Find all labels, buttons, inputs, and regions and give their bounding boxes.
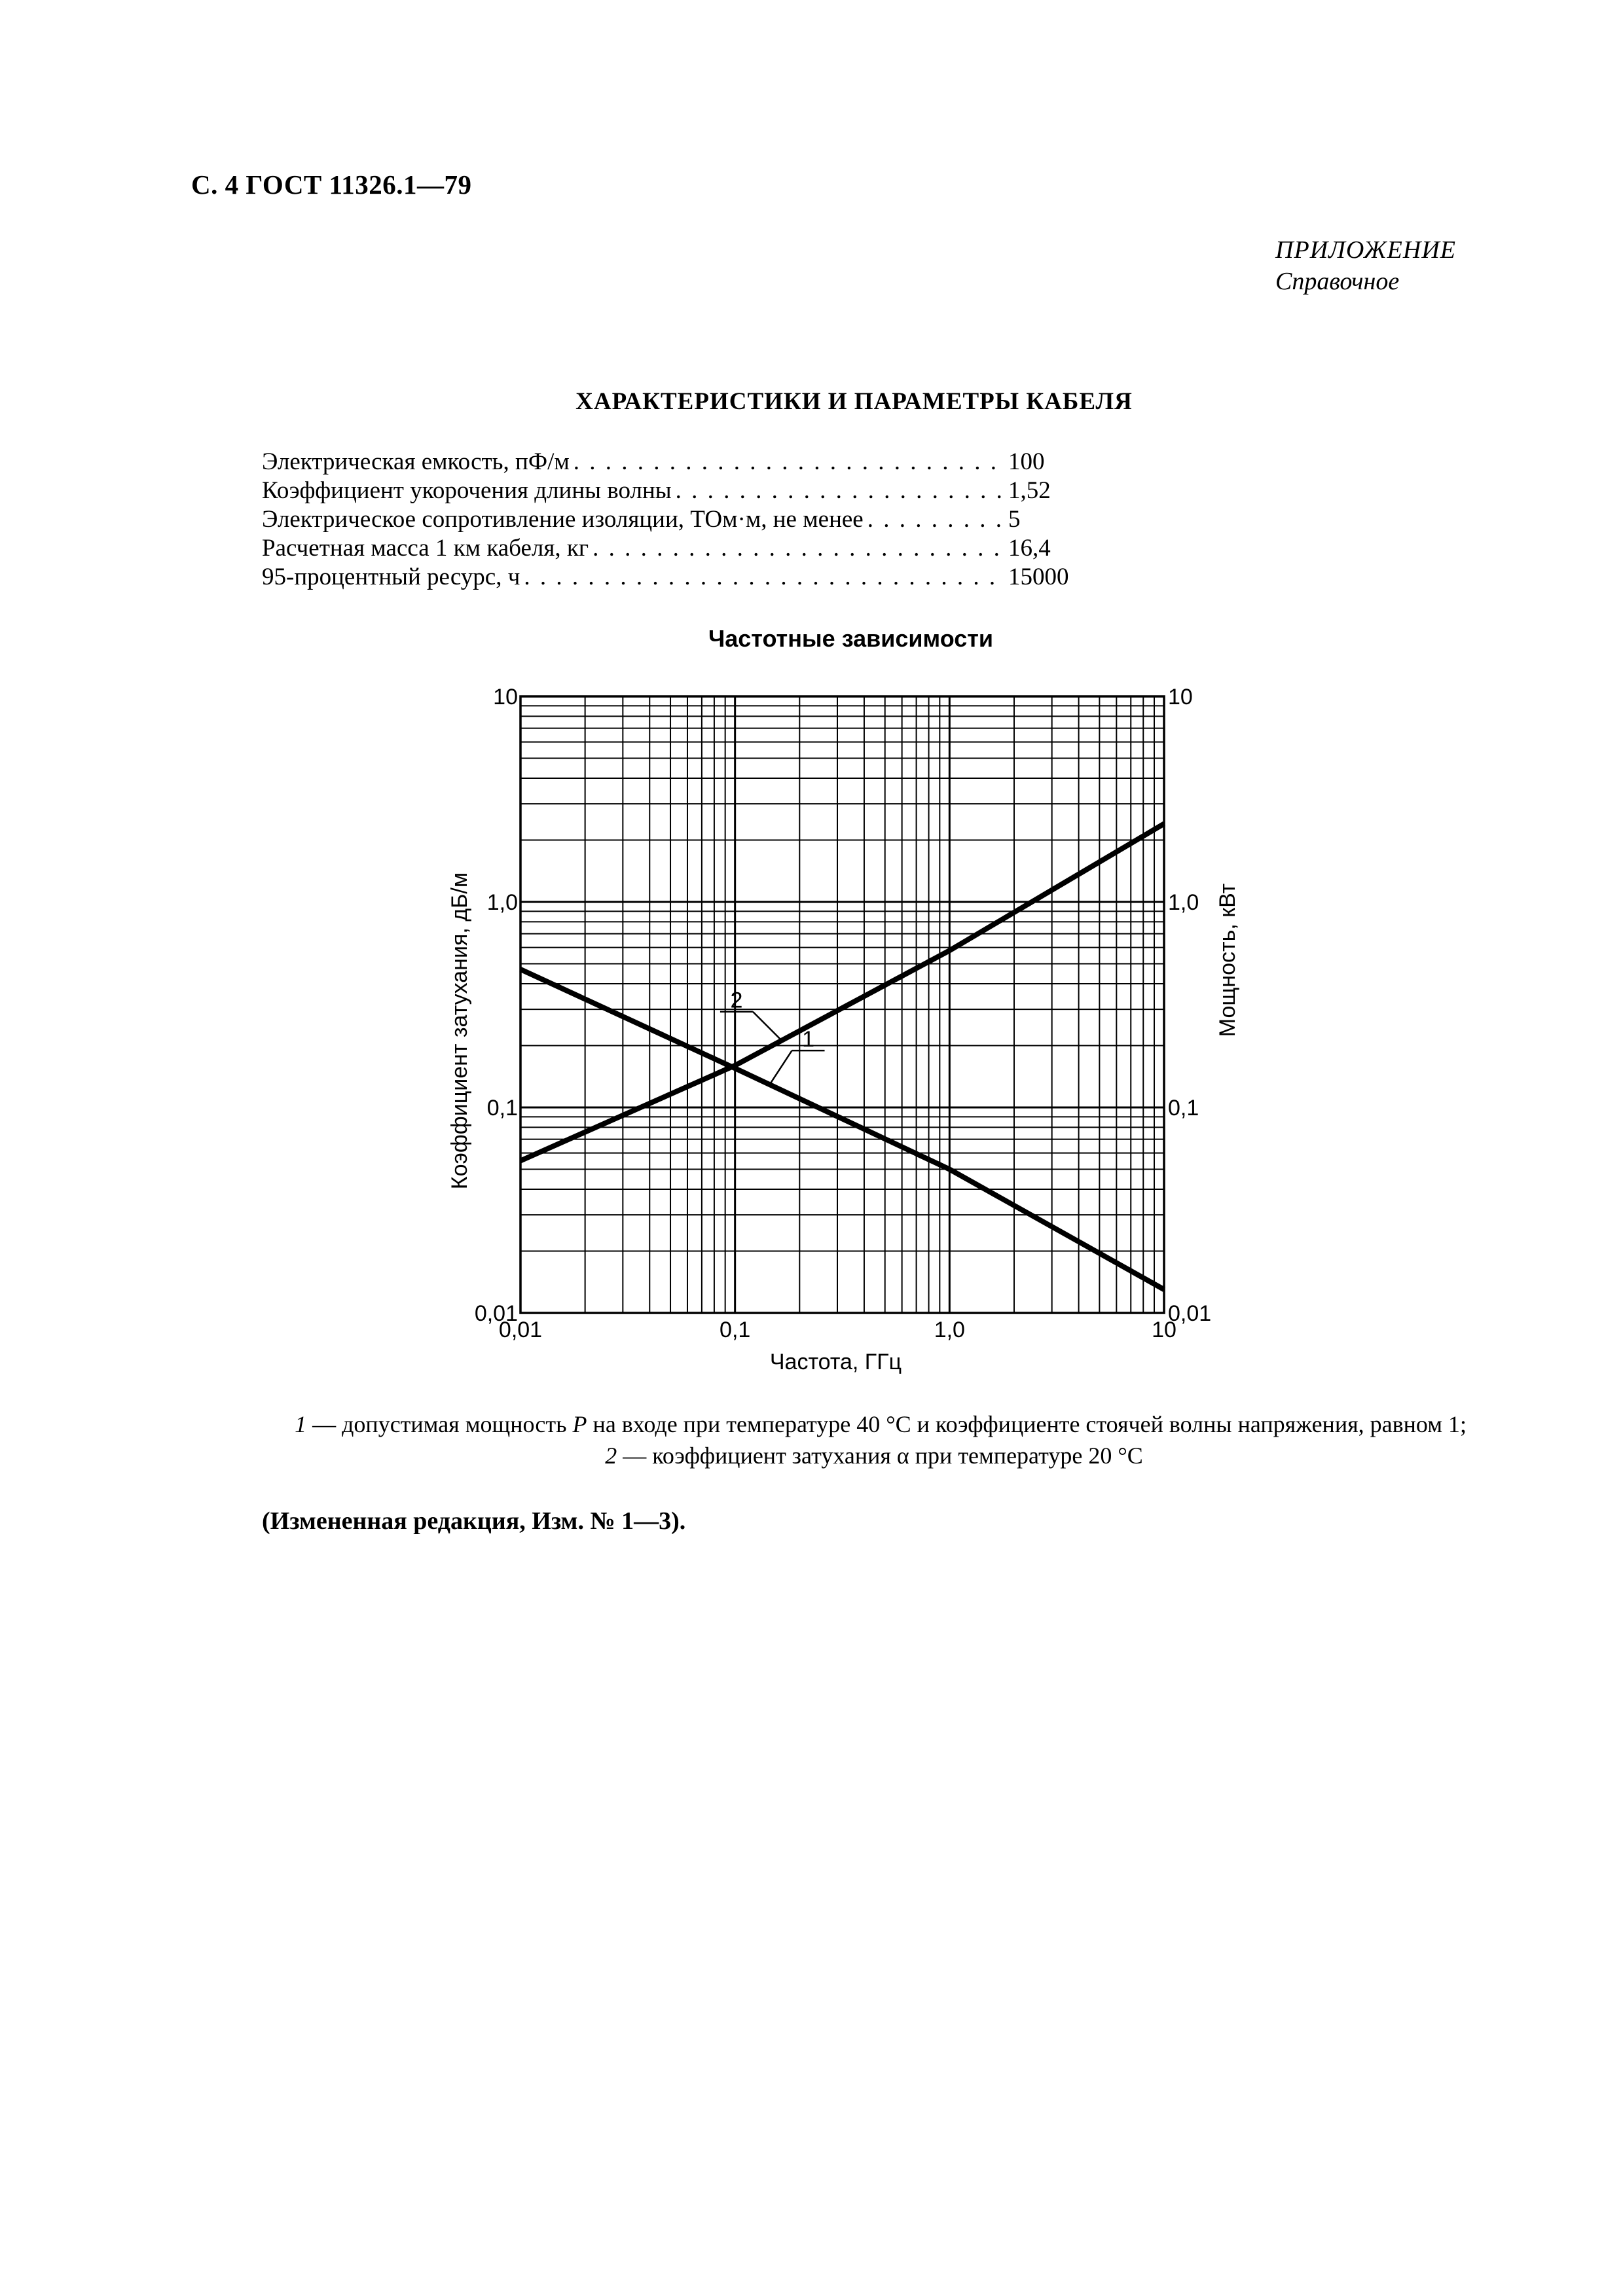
x-axis-label: Частота, ГГц [769,1350,902,1374]
parameter-value: 16,4 [1008,535,1051,562]
parameter-name: Электрическое сопротивление изоляции, ТОм·м, не менее [262,506,864,533]
y-tick-label-left: 1,0 [486,890,518,915]
chart-legend [223,1408,1467,1471]
appendix-title: ПРИЛОЖЕНИЕ [1275,236,1456,264]
page-header: С. 4 ГОСТ 11326.1—79 [191,170,472,200]
y-tick-label-right: 10 [1168,685,1193,709]
plot-frame [520,696,1164,1313]
series-lines [520,824,1164,1290]
section-title: ХАРАКТЕРИСТИКИ И ПАРАМЕТРЫ КАБЕЛЯ [575,388,1133,415]
parameter-name: Электрическая емкость, пФ/м [262,448,570,475]
parameter-name: Коэффициент укорочения длины волны [262,477,672,504]
legend-item-2: 2 — коэффициент затухания α при температуре 20 °С [605,1443,1143,1469]
left-axis-label: Коэффициент затухания, дБ/м [447,872,472,1190]
x-tick-label: 1,0 [934,1318,965,1342]
callout-leader [770,1050,792,1085]
x-tick-label: 0,01 [498,1318,543,1342]
y-tick-label-right: 0,01 [1168,1301,1212,1326]
callout-leader [753,1012,782,1041]
series-line-1 [520,969,1164,1289]
x-tick-label: 0,1 [720,1318,751,1342]
y-tick-label-right: 1,0 [1168,890,1199,915]
series-callout-label: 2 [730,988,743,1013]
revision-note: (Измененная редакция, Изм. № 1—3). [262,1507,686,1535]
appendix-subtitle: Справочное [1275,268,1400,295]
series-callout-label: 1 [802,1027,815,1052]
parameter-value: 1,52 [1008,477,1051,504]
y-tick-label-right: 0,1 [1168,1096,1199,1121]
y-tick-label-left: 0,1 [486,1096,518,1121]
series-line-2 [520,824,1164,1161]
chart-title: Частотные зависимости [708,625,994,652]
parameter-value: 5 [1008,506,1021,533]
x-tick-label: 10 [1152,1318,1176,1342]
parameter-name: Расчетная масса 1 км кабеля, кг [262,535,589,562]
right-axis-label: Мощность, кВт [1215,883,1240,1037]
y-tick-label-left: 10 [493,685,518,709]
parameter-value: 100 [1008,448,1045,475]
grid-lines [520,696,1164,1313]
parameter-value: 15000 [1008,564,1069,590]
parameter-name: 95-процентный ресурс, ч [262,564,520,590]
legend-item-1: 1 — допустимая мощность P на входе при температуре 40 °С и коэффициенте стоячей волны напряжения, равном 1; [295,1411,1467,1437]
y-tick-label-left: 0,01 [474,1301,518,1326]
